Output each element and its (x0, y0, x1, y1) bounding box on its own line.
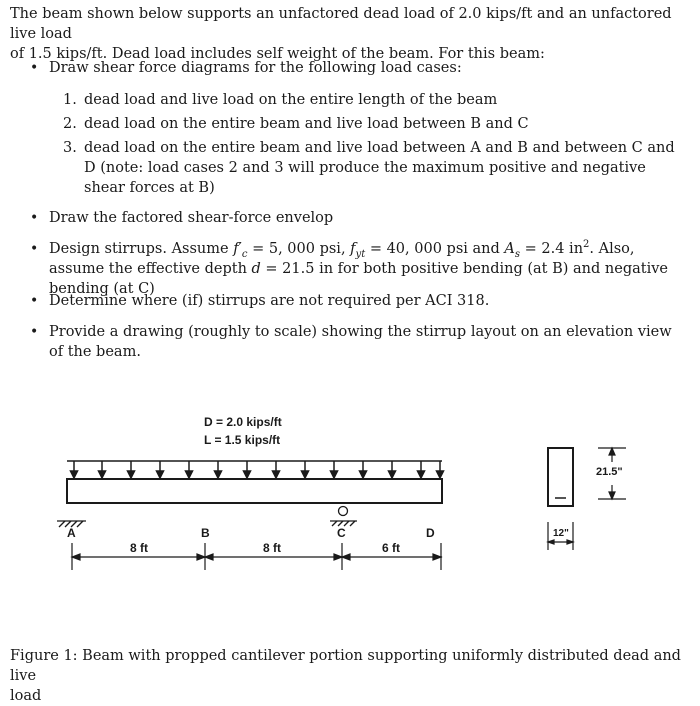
span-bc-label: 8 ft (263, 541, 281, 555)
bullet-text: Provide a drawing (roughly to scale) showing the stirrup layout on an elevation view of the beam. (49, 324, 672, 360)
bullet-text: Design stirrups. Assume $f'_c = 5$, 000 psi, $f_{yt} = 40$, 000 psi and $A_s = 2.4$ $in^2$. Also, assume the effective depth d = 21.5 in for both positive bending (at B) and negative bending (at C) (49, 239, 668, 297)
span-cd-label: 6 ft (382, 541, 400, 555)
caption-line-1: Figure 1: Beam with propped cantilever portion supporting uniformly distributed dead and live (10, 648, 681, 684)
load-case-number: 3. (63, 140, 77, 156)
distributed-load (67, 461, 444, 478)
point-label-c: C (337, 526, 346, 540)
dead-load-label: D = 2.0 kips/ft (204, 415, 282, 429)
point-label-a: A (67, 526, 76, 540)
bullet-dot: • (30, 324, 39, 340)
bullet-text: Determine where (if) stirrups are not required per ACI 318. (49, 293, 490, 309)
bullet-dot: • (30, 293, 39, 309)
bullet-text: Draw shear force diagrams for the following load cases: (49, 60, 462, 76)
load-arrow-head (302, 471, 309, 478)
intro-line-2: of 1.5 kips/ft. Dead load includes self weight of the beam. For this beam: (10, 46, 545, 62)
load-arrow-head (331, 471, 338, 478)
caption-line-2: load (10, 688, 42, 704)
load-case-text: dead load on the entire beam and live load between B and C (84, 116, 529, 132)
bullet-text: Draw the factored shear-force envelop (49, 210, 334, 226)
load-arrow-head (99, 471, 106, 478)
span-ab-label: 8 ft (130, 541, 148, 555)
load-case-text: dead load and live load on the entire length of the beam (84, 92, 498, 108)
load-arrow-head (273, 471, 280, 478)
load-arrow-head (360, 471, 367, 478)
section-depth-label: 21.5" (596, 466, 623, 478)
load-arrow-head (157, 471, 164, 478)
support-c-pin (330, 507, 357, 527)
load-arrows (71, 461, 444, 478)
bullet-dot: • (30, 241, 39, 257)
load-arrow-head (186, 471, 193, 478)
point-label-d: D (426, 526, 435, 540)
beam-cross-section (548, 448, 573, 506)
beam-body (67, 479, 442, 503)
load-case-number: 2. (63, 116, 77, 132)
intro-line-1: The beam shown below supports an unfactored dead load of 2.0 kips/ft and an unfactored live load (10, 6, 672, 42)
intro-paragraph (10, 4, 690, 64)
load-arrow-head (128, 471, 135, 478)
load-arrow-head (437, 471, 444, 478)
load-arrow-head (418, 471, 425, 478)
load-case-number: 1. (63, 92, 77, 108)
load-arrow-head (215, 471, 222, 478)
load-arrow-head (244, 471, 251, 478)
live-load-label: L = 1.5 kips/ft (204, 433, 281, 447)
bullet-dot: • (30, 210, 39, 226)
bullet-dot: • (30, 60, 39, 76)
section-width-label: 12" (553, 528, 569, 539)
load-arrow-head (71, 471, 78, 478)
load-case-text: dead load on the entire beam and live load between A and B and between C and D (note: load cases 2 and 3 will produce the maximum positive and negative shear forces at B) (84, 140, 675, 196)
load-arrow-head (389, 471, 396, 478)
point-label-b: B (201, 526, 210, 540)
beam-diagram (0, 410, 700, 595)
figure-caption (10, 646, 690, 706)
